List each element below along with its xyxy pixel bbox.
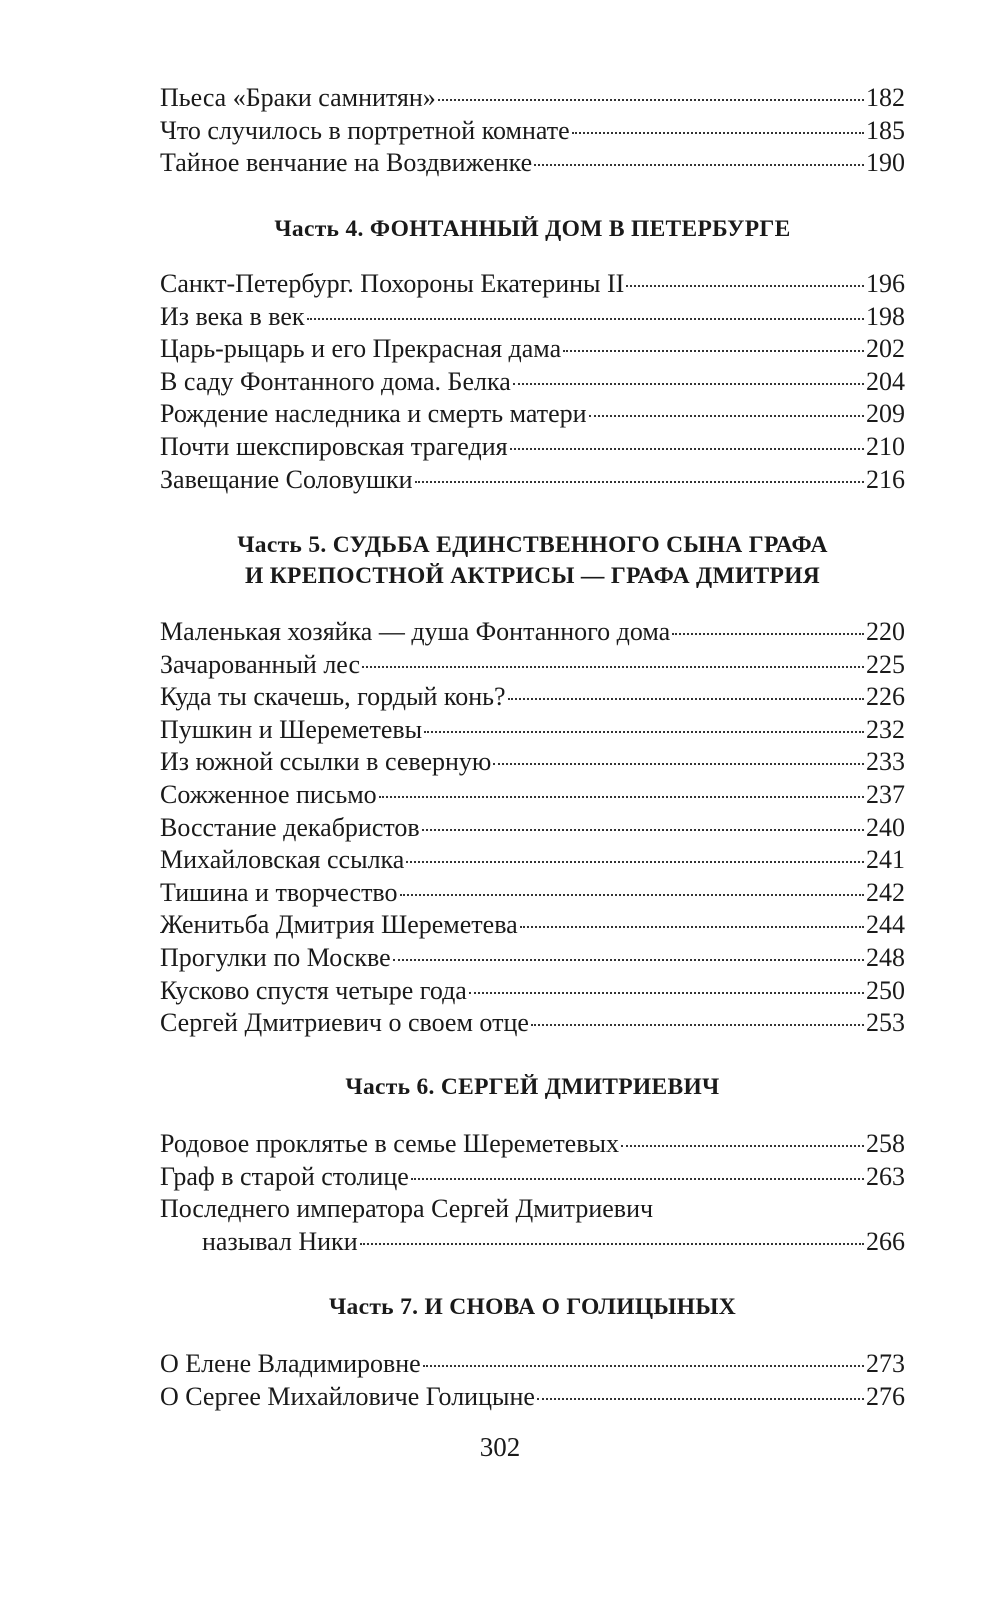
dot-leader <box>415 481 864 483</box>
toc-entry[interactable]: Сергей Дмитриевич о своем отце 253 <box>160 1008 905 1038</box>
dot-leader <box>621 1145 864 1147</box>
dot-leader <box>531 1024 864 1026</box>
toc-entry[interactable]: О Сергее Михайловиче Голицыне 276 <box>160 1381 905 1411</box>
toc-entry-multiline-first[interactable]: Последнего императора Сергей Дмитриевич <box>160 1194 654 1224</box>
part5-heading-line1: Часть 5. СУДЬБА ЕДИНСТВЕННОГО СЫНА ГРАФА <box>237 532 828 558</box>
part7-heading: Часть 7. И СНОВА О ГОЛИЦЫНЫХ <box>329 1294 736 1320</box>
dot-leader <box>362 666 864 668</box>
dot-leader <box>493 763 864 765</box>
toc-entry[interactable]: Царь-рыцарь и его Прекрасная дама 202 <box>160 334 905 364</box>
toc-entry[interactable]: Завещание Соловушки 216 <box>160 464 905 494</box>
toc-entry[interactable]: Кусково спустя четыре года 250 <box>160 975 905 1005</box>
toc-entry[interactable]: Тишина и творчество 242 <box>160 877 905 907</box>
dot-leader <box>513 383 864 385</box>
dot-leader <box>422 829 864 831</box>
dot-leader <box>438 99 864 101</box>
dot-leader <box>508 698 864 700</box>
toc-entry[interactable]: Из южной ссылки в северную 233 <box>160 747 905 777</box>
dot-leader <box>510 448 864 450</box>
toc-entry[interactable]: Маленькая хозяйка — душа Фонтанного дома 220 <box>160 617 905 646</box>
toc-entry[interactable]: Куда ты скачешь, гордый конь? 226 <box>160 682 905 712</box>
toc-entry[interactable]: Прогулки по Москве 248 <box>160 942 905 972</box>
dot-leader <box>572 132 864 134</box>
dot-leader <box>520 926 864 928</box>
dot-leader <box>537 1398 864 1400</box>
toc-entry[interactable]: О Елене Владимировне 273 <box>160 1349 905 1378</box>
toc-entry[interactable]: Зачарованный лес 225 <box>160 649 905 679</box>
toc-entry[interactable]: Пушкин и Шереметевы 232 <box>160 714 905 744</box>
toc-entry[interactable]: Граф в старой столице 263 <box>160 1161 905 1191</box>
dot-leader <box>400 894 864 896</box>
dot-leader <box>360 1243 864 1245</box>
part7-block <box>160 1348 905 1413</box>
dot-leader <box>469 992 864 994</box>
toc-entry[interactable]: Пьеса «Браки самнитян» 182 <box>160 83 905 112</box>
part4-block <box>160 268 905 496</box>
toc-entry[interactable]: Почти шекспировская трагедия 210 <box>160 431 905 461</box>
dot-leader <box>563 350 864 352</box>
part5-heading <box>160 530 905 592</box>
toc-entry[interactable]: Санкт-Петербург. Похороны Екатерины II 196 <box>160 269 905 298</box>
toc-entry[interactable]: Женитьба Дмитрия Шереметева 244 <box>160 910 905 940</box>
toc-entry[interactable]: Рождение наследника и смерть матери 209 <box>160 399 905 429</box>
part6-heading: Часть 6. СЕРГЕЙ ДМИТРИЕВИЧ <box>345 1074 720 1100</box>
dot-leader <box>534 164 864 166</box>
dot-leader <box>423 1365 864 1367</box>
dot-leader <box>307 318 864 320</box>
toc-entry[interactable]: Из века в век 198 <box>160 301 905 331</box>
toc-entry-multiline-second[interactable]: называл Ники 266 <box>202 1226 905 1256</box>
part6-block <box>160 1128 905 1258</box>
toc-entry[interactable]: Тайное венчание на Воздвиженке 190 <box>160 148 905 178</box>
toc-top-block <box>160 82 905 180</box>
dot-leader <box>672 633 864 635</box>
page-number: 302 <box>479 1432 521 1462</box>
part5-heading-line2: И КРЕПОСТНОЙ АКТРИСЫ — ГРАФА ДМИТРИЯ <box>244 563 821 589</box>
dot-leader <box>589 415 864 417</box>
toc-entry[interactable]: Родовое проклятье в семье Шереметевых 258 <box>160 1129 905 1158</box>
part4-heading: Часть 4. ФОНТАННЫЙ ДОМ В ПЕТЕРБУРГЕ <box>274 216 791 242</box>
dot-leader <box>379 796 864 798</box>
toc-entry[interactable]: В саду Фонтанного дома. Белка 204 <box>160 366 905 396</box>
part5-block <box>160 616 905 1040</box>
toc-entry[interactable]: Что случилось в портретной комнате 185 <box>160 115 905 145</box>
toc-entry[interactable]: Сожженное письмо 237 <box>160 779 905 809</box>
dot-leader <box>424 731 864 733</box>
dot-leader <box>626 285 864 287</box>
toc-entry[interactable]: Восстание декабристов 240 <box>160 812 905 842</box>
dot-leader <box>411 1178 864 1180</box>
dot-leader <box>393 959 864 961</box>
toc-entry[interactable]: Михайловская ссылка 241 <box>160 845 905 875</box>
dot-leader <box>406 861 864 863</box>
